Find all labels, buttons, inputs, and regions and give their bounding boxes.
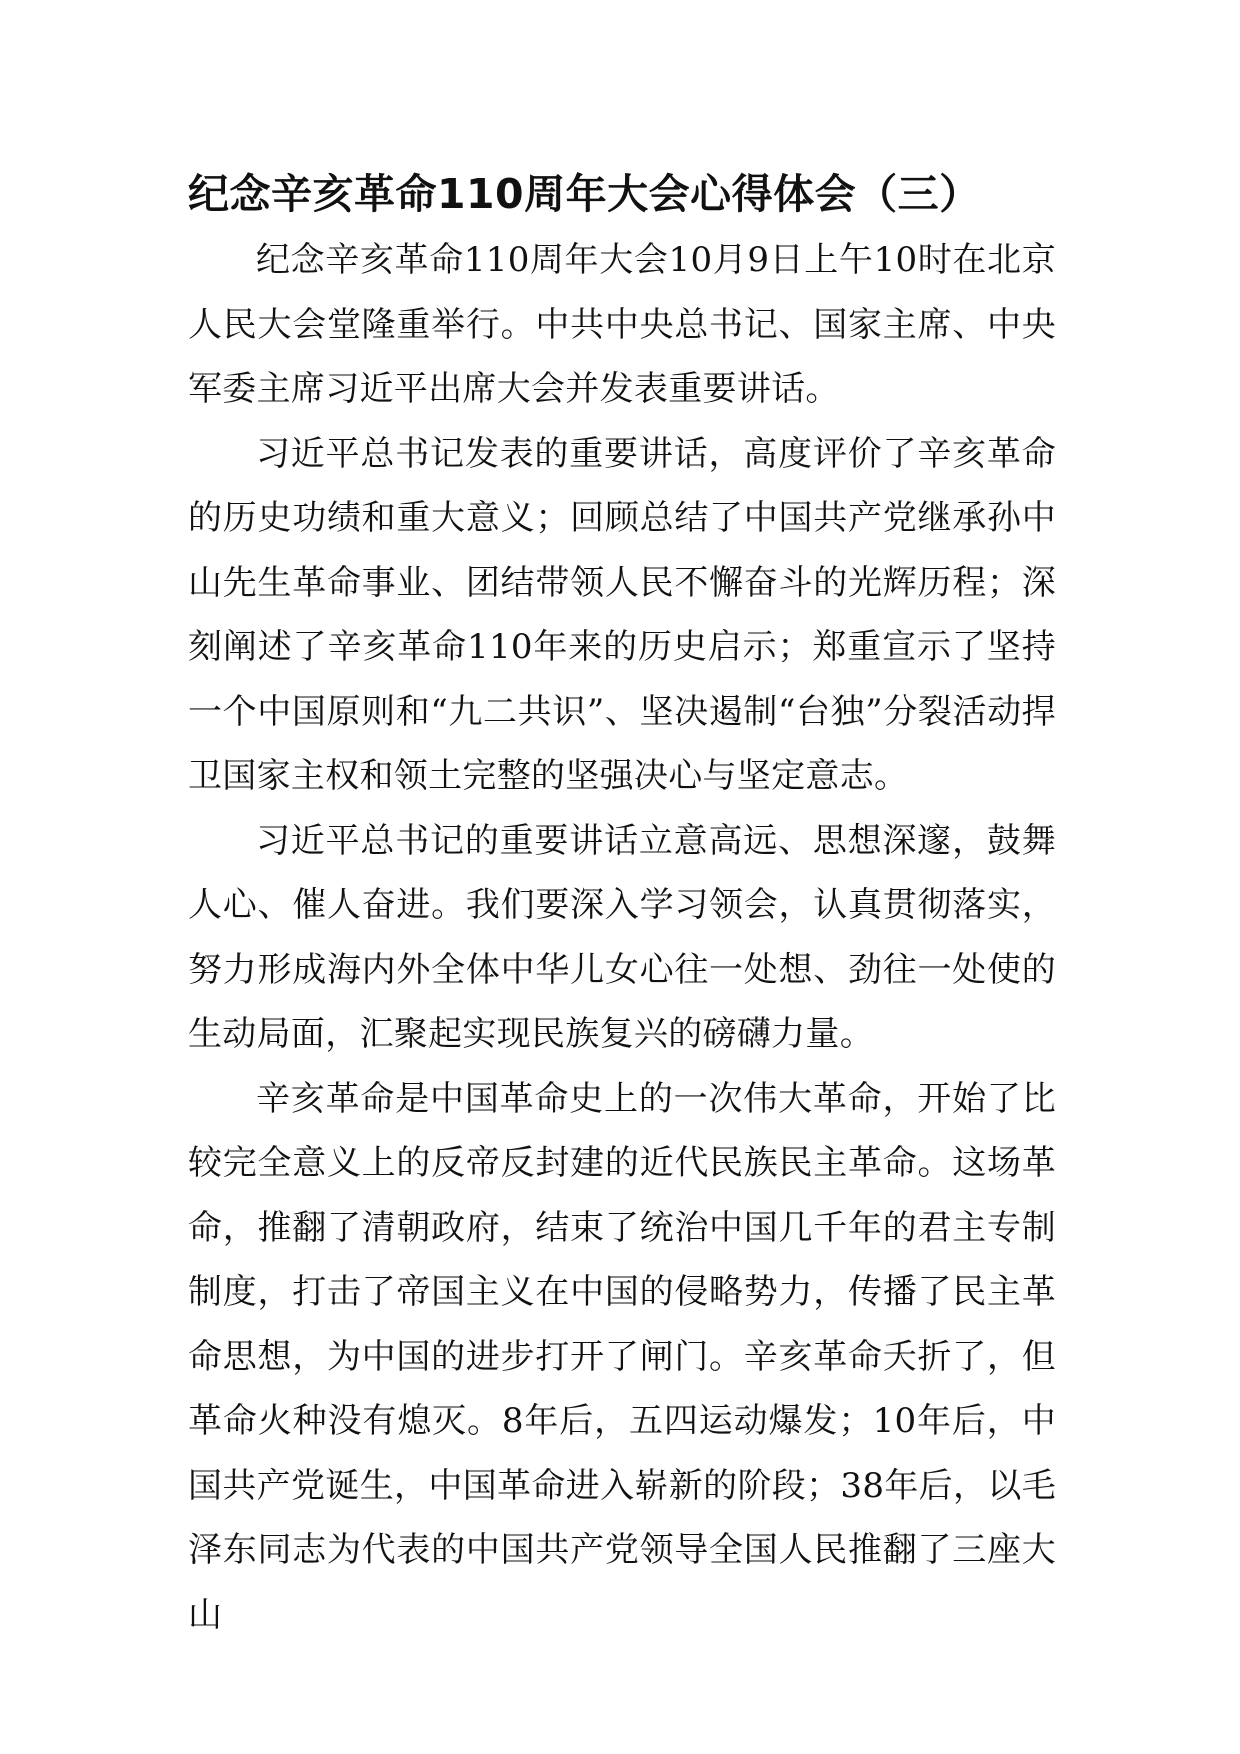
- paragraph-4: 辛亥革命是中国革命史上的一次伟大革命，开始了比较完全意义上的反帝反封建的近代民族民主革命。这场革命，推翻了清朝政府，结束了统治中国几千年的君主专制制度，打击了帝国主义在中国的侵略势力，传播了民主革命思想，为中国的进步打开了闸门。辛亥革命夭折了，但革命火种没有熄灭。8年后，五四运动爆发；10年后，中国共产党诞生，中国革命进入崭新的阶段；38年后，以毛泽东同志为代表的中国共产党领导全国人民推翻了三座大山: [188, 1078, 1056, 1635]
- paragraph-2: 习近平总书记发表的重要讲话，高度评价了辛亥革命的历史功绩和重大意义；回顾总结了中国共产党继承孙中山先生革命事业、团结带领人民不懈奋斗的光辉历程；深刻阐述了辛亥革命110年来的历史启示；郑重宣示了坚持一个中国原则和“九二共识”、坚决遏制“台独”分裂活动捍卫国家主权和领土完整的坚强决心与坚定意志。: [188, 433, 1056, 796]
- paragraph-1: 纪念辛亥革命110周年大会10月9日上午10时在北京人民大会堂隆重举行。中共中央总书记、国家主席、中央军委主席习近平出席大会并发表重要讲话。: [188, 240, 1056, 409]
- document-body: [188, 168, 1056, 1647]
- paragraph-3: 习近平总书记的重要讲话立意高远、思想深邃，鼓舞人心、催人奋进。我们要深入学习领会，认真贯彻落实，努力形成海内外全体中华儿女心往一处想、劲往一处使的生动局面，汇聚起实现民族复兴的磅礴力量。: [188, 820, 1056, 1054]
- document-title: 纪念辛亥革命110周年大会心得体会（三）: [188, 170, 981, 218]
